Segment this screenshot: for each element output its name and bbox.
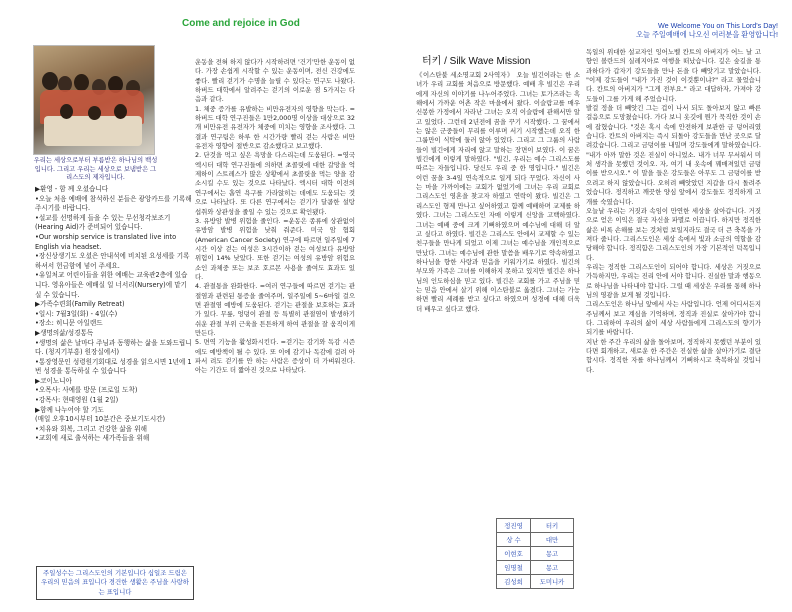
mission-title: 터키 / Silk Wave Mission xyxy=(422,56,531,67)
welcome-header xyxy=(588,21,778,39)
announcement-item: ▶함께 나누어야 할 기도 xyxy=(35,405,104,414)
announcement-item: •장신상생기도 오셨은 안내석에 비치된 요성세를 기록하셔서 헌금함에 넣어 주세요. xyxy=(35,252,190,270)
announcement-item: (매일 오후10시부터 10분간은 중보기도시간) xyxy=(35,415,166,424)
article-paragraph: 운동을 전혀 하지 않다가 시작하려면 '건기'만한 운동이 없다. 가장 손쉽게 시작할 수 있는 운동이며, 전신 건강에도 좋다. 빨리 걷기가 수명을 늘릴 수 있다는 연구도 나왔다. 하버드 대학에서 알려주는 걷기의 이로운 점 5가지는 다음과 같다. xyxy=(195,58,355,104)
story-paragraph: 발걸 정을 더 빼앗긴 그는 겁이 나서 되도 돌아보지 않고 빠른 걸음으로 도망쳤습니다. 가다 보니 옷깃에 뭔가 묵직한 것이 손에 잡혔습니다. "것은 혹시 속에 안전하게 보관한 금 덩어리였습니다. 칸트의 아버지는 즉시 되돌아 강도들을 만난 곳으로 달려갔습니다. 그리고 금덩이를 내밀며 강도들에게 말하였습니다. "내가 아까 말한 것은 진실이 아니었소. 내가 너무 무서워서 미처 생각을 못했던 것이오. 자, 여기 내 옷속에 꿰매져있던 금덩이를 받으시오." 이 말을 들은 강도들은 아무도 그 금덩이를 받으려고 하지 않았습니다. 오히려 빼앗았던 지갑을 다시 돌려주었습니다. 정직하고 깨끗한 양심 앞에서 강도들도 정직하게 고개를 숙였습니다. xyxy=(586,104,761,206)
announcement-item: ▶코이노니아 xyxy=(35,376,72,385)
roster-name: 김성희 xyxy=(497,575,531,589)
photo-caption: 우리는 세상으로부터 부름받은 하나님의 백성입니다. 그리고 우리는 세상으로 보냄받은 그리스도의 제자입니다. xyxy=(33,157,158,181)
announcement-item: ▶가족수련회(Family Retreat) xyxy=(35,300,125,309)
announcement-item: •교회에 새로 출석하는 새가족들을 위해 xyxy=(35,434,150,443)
story-paragraph: 그리스도인은 하나님 앞에서 사는 사람입니다. 언제 어디서든지 주님께서 보고 계심을 기억하며, 정직과 진실로 살아가야 합니다. 그리하여 우리의 삶이 세상 사람들에게 그리스도의 향기가 되기를 바랍니다. xyxy=(586,300,761,337)
announcement-item: •통장영문인 성령원기회대로 성경을 읽으시면 1년에 1번 성경을 통독하실 수 있습니다 xyxy=(35,357,192,376)
welcome-english: We Welcome You on This Lord's Day! xyxy=(657,21,778,30)
announcement-item: •오목사: 사예를 방문 (프로일 도착) xyxy=(35,386,138,395)
announcement-item: •일시: 7월3일(화) - 4일(수) xyxy=(35,309,118,318)
article-paragraph: 2. 단것을 먹고 싶은 욕망을 다스리는데 도움된다. =영국 엑시터 대학 연구진들에 의하면 초콜릿에 대한 갈망을 억제하이 스트레스가 많은 상황에서 초콜릿을 먹는 양을 감소시킬 수도 있는 것으로 나타났다. 엑시터 대학 이전의 연구에서는 흡연 욕구를 가라앉히는 데에도 도움되는 것으로 나타났다. 또 다른 연구에서는 걷기가 달콤한 설탕 섭취와 상관성을 줄일 수 있는 것으로 확인됐다. xyxy=(195,151,355,216)
page-title: Come and rejoice in God xyxy=(182,18,300,29)
roster-country: 터키 xyxy=(531,519,574,533)
table-row xyxy=(497,533,574,547)
column-announcements xyxy=(33,20,190,600)
roster-name: 임명철 xyxy=(497,561,531,575)
announcement-item: •유일처교 어린이들을 위한 예배는 교육관2층에 있습니다. 영유아들은 예배실 일 너서리(Nursery)에 맡기실 수 있습니다. xyxy=(35,271,188,299)
roster-country: 몽고 xyxy=(531,547,574,561)
missionary-roster xyxy=(496,518,574,589)
table-row xyxy=(497,575,574,589)
article-paragraph: 4. 관절통을 완화한다. =여러 연구들에 따르면 걷기는 관절염과 관련된 통증을 줄여주며, 일주일에 5~6마일 걸으면 관절염 예방에 도움된다. 걷기는 관절을 보호하는 효과가 있다. 무릎, 엉덩이 관절 등 특별히 관절염이 발생하기 쉬운 관절 부위 근육을 튼튼하게 하여 관절을 잘 움직이게 만든다. xyxy=(195,282,355,337)
motto-box: 주일성수는 그리스도인의 기본입니다 십일조 드림은 우리의 믿음의 표입니다 경건한 생활은 주님을 사랑하는 표입니다 xyxy=(36,566,194,600)
table-row xyxy=(497,561,574,575)
announcement-item: ▶생명의삶/성경통독 xyxy=(35,328,94,337)
roster-country: 도미니카 xyxy=(531,575,574,589)
article-paragraph: 3. 유방암 발병 위험을 줄인다. =운동은 종류에 상관없이 유방암 발병 위험을 낮춰 줘준다. 미국 암 협회(American Cancer Society) 연구에 따르면 일주일에 7시간 이상 걷는 여성은 3시간이하 걷는 여성보다 유방암 위험이 14% 낮았다. 또한 걷기는 여성의 유방암 위험요소인 과체중 또는 보조 호르몬 사용을 줄여도 효과도 있다. xyxy=(195,216,355,281)
announcement-list xyxy=(35,185,192,444)
roster-country: 몽고 xyxy=(531,561,574,575)
roster-country: 대만 xyxy=(531,533,574,547)
roster-name: 이현호 xyxy=(497,547,531,561)
story-paragraph: 오늘날 우리는 거짓과 속임이 만연한 세상을 살아갑니다. 거짓으로 얻은 이익은 결국 자신을 파멸로 이끕니다. 하지만 정직한 삶은 비록 손해를 보는 것처럼 보일지라도 결국 더 큰 축복을 가져다 줍니다. 그리스도인은 세상 속에서 빛과 소금의 역할을 감당해야 합니다. 정직함은 그리스도인의 가장 기본적인 덕목입니다. xyxy=(586,206,761,262)
column-sermon-story xyxy=(586,48,761,375)
announcement-item: •오늘 처음 예배에 참석하신 분들은 광앙카드를 기록해 주시기를 바랍니다. xyxy=(35,194,192,213)
article-paragraph: 5. 면역 기능을 활성화시킨다. =걷기는 감기와 독감 시즌에도 예방책이 될 수 있다. 또 이에 감기나 독감에 걸려 아파서 려도 걷기를 안 하는 사람은 증상이 더 가벼워진다. 아는 기간도 더 짧아진 것으로 나타났다. xyxy=(195,338,355,375)
announcement-item: •강목사: 현태영원 (1월 2일) xyxy=(35,396,119,405)
group-photo xyxy=(33,45,155,155)
article-paragraph: 1. 체중 증가를 유발하는 비만유전자의 영향을 막는다. =하버드 대학 연구진들은 1만2,000명 이상을 대상으로 32개 비만유전 유전자가 체중에 미치는 영향을 조사했다. 그 결과 연구팀은 하루 한 시간가량 빨리 걷는 사람은 비만 유전자 영향이 절반으로 감소했다고 보고했다. xyxy=(195,104,355,151)
roster-name: 정진영 xyxy=(497,519,531,533)
welcome-korean: 오늘 주일예배에 나오신 여러분을 환영합니다! xyxy=(636,30,778,39)
roster-name: 상 수 xyxy=(497,533,531,547)
table-row xyxy=(497,547,574,561)
announcement-item: ▶환영 - 함 께 오셨습니다 xyxy=(35,185,109,193)
column-health-article xyxy=(195,58,355,376)
story-paragraph: 독일의 위대한 설교자인 잉어노벨 칸트의 아버지가 어느 날 고향인 볼란드의 실레지아로 여행을 떠났습니다. 깊은 숲길을 통과하다가 갑자기 강도들을 만나 돈을 다 빼앗기고 말았습니다. "이제 강도들이 "내가 가진 것이 이것뿐이냐?" 라고 물었습니다. 칸트의 아버지가 "그게 전부요." 라고 대답하자, 가져야 강도들이 그를 가게 해 주었습니다. xyxy=(586,48,761,103)
story-paragraph: 우리는 정직한 그리스도인이 되어야 합니다. 세상은 거짓으로 가득하지만, 우리는 진리 안에 서야 합니다. 진실한 말과 행동으로 하나님을 나타내야 합니다. 그럴 때 세상은 우리를 통해 하나님의 영광을 보게 될 것입니다. xyxy=(586,262,761,299)
announcement-item: •생명의 삶은 날마다 주님과 동행하는 삶을 도와드립니다. (청지기부흥) 원장실에서) xyxy=(35,338,192,357)
column-mission-report xyxy=(416,52,580,314)
table-row xyxy=(497,519,574,533)
announcement-item: •장소: 히니문 아일랜드 xyxy=(35,319,103,328)
announcement-item: •Our worship service is translated live into English via headset. xyxy=(35,232,177,251)
announcement-item: •설교를 선명하게 들을 수 있는 무선청각보조기(Hearing Aid)가 준비되어 있습니다. xyxy=(35,213,171,232)
story-paragraph: 지난 한 주간 우리의 삶을 돌아보며, 정직하지 못했던 부분이 있다면 회개하고, 새로운 한 주간은 진실한 삶을 살아가기로 결단합시다. 정직한 자를 하나님께서 기뻐하시고 축복하실 것입니다. xyxy=(586,337,761,374)
announcement-item: •치유와 회복, 그리고 건강한 삶을 위해 xyxy=(35,424,148,433)
mission-body: 《이스탄불 세소명교회 2사역자》 오늘 빌긴이라는 한 소녀가 우리 교회를 처음으로 방문했다. 예배 후 빌긴은 우리에게 자신의 이야기를 나누어주었다. 그녀는 토가즈라는 흑해에서 가까운 어촌 작은 마을에서 왔다. 이슬람교를 매우 신봉한 가정에서 자라난 그녀는 오직 이슬람에 관해서만 알고 있었다. 그런데 2년전에 꿈을 꾸기 시작했다. 그 꿈에서는 않은 군중들이 무리를 이루며 서기 시작했는데 오직 한 그룹만이 식탁에 둘러 앉아 있었다. 그리고 그 그룹의 사람들이 빌긴에게 자리에 앉고 말하는 장면이 보였다. 이 꿈은 빌긴에게 이렇게 말하였다. "빌긴, 우리는 예수 그리스도를 따르는 자들입니다. 당신도 우리 중 한 명입니다." 빌긴은 이런 꿈을 3-4일 연속적으로 일게 되다 꾸었다. 자신이 사는 마을 가까이에는 교회가 없었기에 그녀는 우리 교회로 그리스도인 영혼을 찾고자 하였고 연락이 왔다. 빌긴은 그리스도인 형제 만나고 싶어하였고 함께 예배하며 교제를 하였다. 그녀는 그리스도인 자매 이렇게 신앙을 고백하였다. 그녀는 예배 중에 크게 기뻐하였으며 예수님에 대해 더 알고 싶다고 하였다. 빌긴은 그리스도 안에서 교제할 수 있는 친구들을 만나게 되었고 이제 그녀는 예수님을 개인적으로 만났다. 그녀는 예수님에 관한 말씀을 배우기로 약속하였고 하나님을 향한 사랑과 믿음을 키워가기로 하였다. 빌긴의 부모와 가족은 그녀를 이해하지 못하고 있지만 빌긴은 하나님의 인도하심을 믿고 있다. 빌긴은 교회를 가고 주님을 믿는 믿음 안에서 살기 위해 이스탄불로 옮겼다. 그녀는 가능하면 빨리 세례를 받고 싶다고 하였으며 성경에 대해 더욱더 배우고 싶다고 했다. xyxy=(416,71,580,313)
